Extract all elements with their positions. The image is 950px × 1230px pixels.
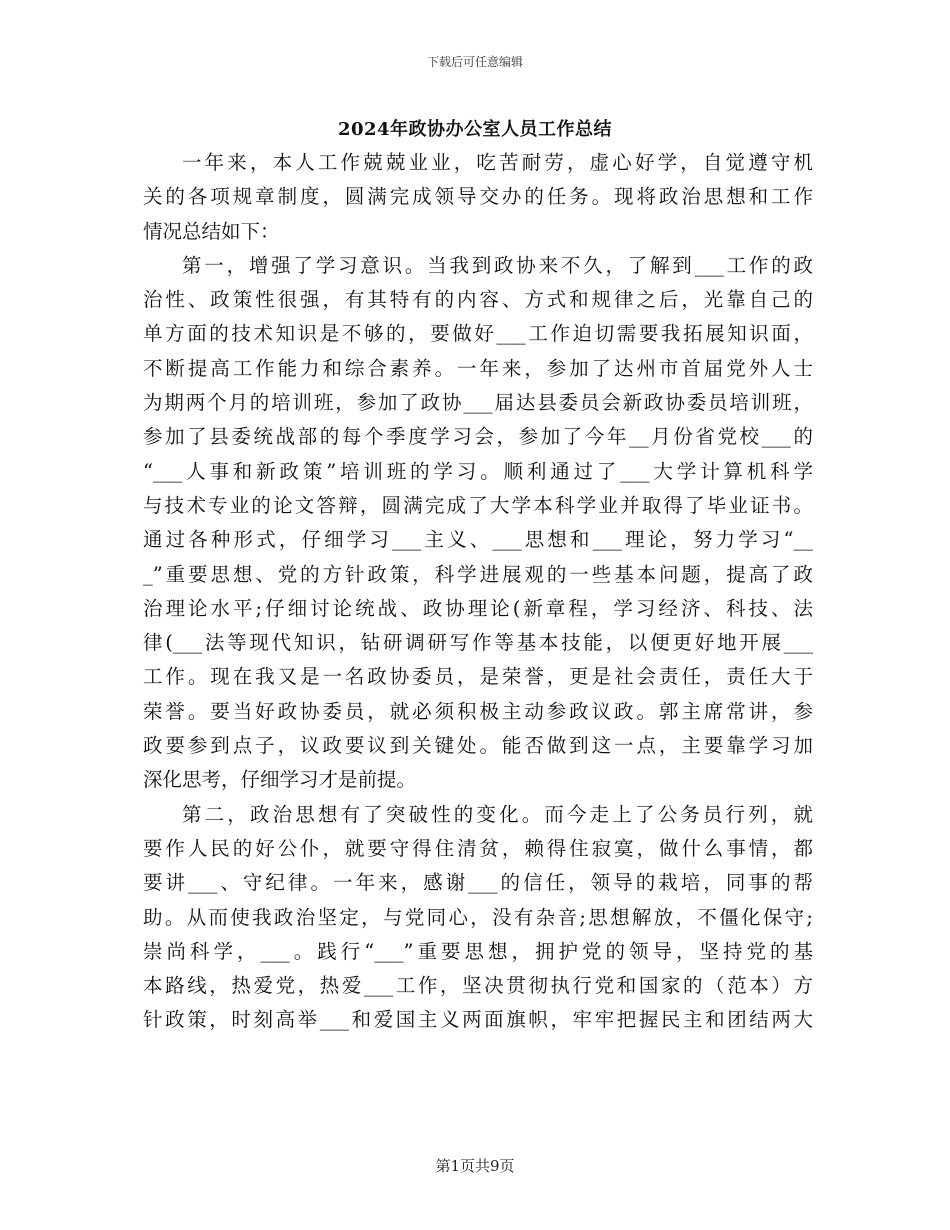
paragraph-2-line: 与技术专业的论文答辩，圆满完成了大学本科学业并取得了毕业证书。 [143, 493, 813, 517]
paragraph-2-line: 荣誉。要当好政协委员，就必须积极主动参政议政。郭主席常讲，参 [143, 699, 813, 723]
paragraph-2-line: 治理论水平;仔细讨论统战、政协理论(新章程，学习经济、科技、法 [143, 596, 813, 620]
paragraph-3-line: 针政策，时刻高举___和爱国主义两面旗帜，牢牢把握民主和团结两大 [143, 1008, 813, 1032]
page-header: 下载后可任意编辑 [426, 55, 523, 69]
paragraph-2-line: 治性、政策性很强，有其特有的内容、方式和规律之后，光靠自己的 [143, 288, 813, 312]
paragraph-1-line: 关的各项规章制度，圆满完成领导交办的任务。现将政治思想和工作 [143, 185, 813, 209]
document-title: 2024年政协办公室人员工作总结 [337, 119, 613, 140]
paragraph-2-line: 通过各种形式，仔细学习___主义、___思想和___理论，努力学习“__ [143, 528, 813, 552]
page-number: 第1页共9页 [435, 1157, 515, 1175]
paragraph-3-line: 要作人民的好公仆，就要守得住清贫，赖得住寂寞，做什么事情，都 [143, 836, 813, 860]
paragraph-3-line: 助。从而使我政治坚定，与党同心，没有杂音;思想解放，不僵化保守; [143, 905, 813, 929]
paragraph-3-line: 第二，政治思想有了突破性的变化。而今走上了公务员行列，就 [182, 802, 813, 826]
paragraph-2-line: 为期两个月的培训班，参加了政协___届达县委员会新政协委员培训班， [143, 391, 813, 415]
paragraph-2-line: 律(___法等现代知识，钻研调研写作等基本技能，以便更好地开展___ [143, 631, 813, 655]
paragraph-2-line: 工作。现在我又是一名政协委员，是荣誉，更是社会责任，责任大于 [143, 665, 813, 689]
paragraph-3-line: 要讲___、守纪律。一年来，感谢___的信任，领导的栽培，同事的帮 [143, 871, 813, 895]
document-body [143, 146, 813, 1038]
paragraph-2-line: 参加了县委统战部的每个季度学习会，参加了今年__月份省党校___的 [143, 425, 813, 449]
paragraph-1-line: 一年来，本人工作兢兢业业，吃苦耐劳，虚心好学，自觉遵守机 [182, 151, 813, 174]
paragraph-1-line: 情况总结如下： [143, 219, 280, 243]
paragraph-3-line: 崇尚科学，___。践行“___”重要思想，拥护党的领导，坚持党的基 [143, 939, 813, 963]
paragraph-2-line: 单方面的技术知识是不够的，要做好___工作迫切需要我拓展知识面， [143, 322, 813, 346]
paragraph-2-line: 深化思考，仔细学习才是前提。 [143, 768, 417, 792]
paragraph-2-line: 政要参到点子，议政要议到关键处。能否做到这一点，主要靠学习加 [143, 734, 813, 758]
paragraph-2-line: _”重要思想、党的方针政策，科学进展观的一些基本问题，提高了政 [143, 562, 813, 586]
paragraph-2-line: 不断提高工作能力和综合素养。一年来，参加了达州市首届党外人士 [143, 356, 813, 380]
paragraph-2-line: 第一，增强了学习意识。当我到政协来不久，了解到___工作的政 [182, 253, 813, 277]
paragraph-3-line: 本路线，热爱党，热爱___工作，坚决贯彻执行党和国家的（范本）方 [143, 974, 813, 998]
paragraph-2-line: “___人事和新政策”培训班的学习。顺利通过了___大学计算机科学 [143, 459, 813, 483]
